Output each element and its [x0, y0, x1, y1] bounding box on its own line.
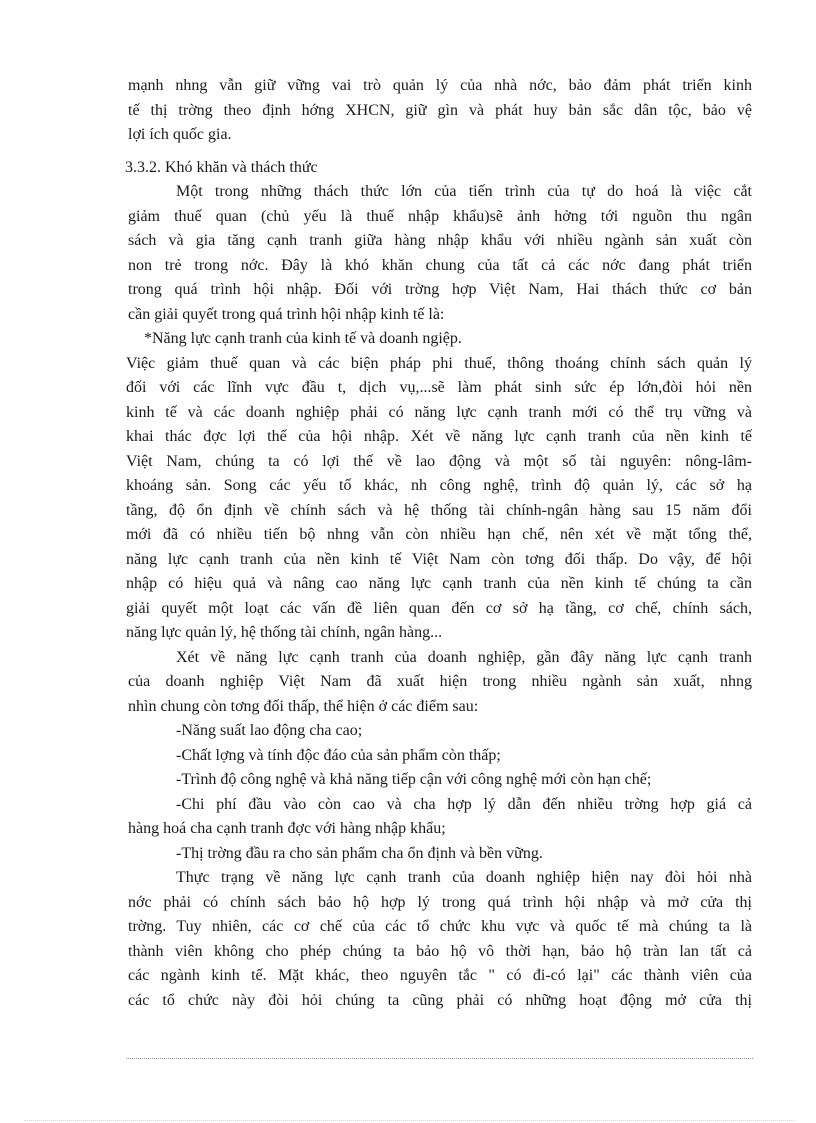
text-line: Thực trạng về năng lực cạnh tranh của doanh nghiệp hiện nay đòi hỏi nhà: [176, 869, 752, 886]
text-line: -Chi phí đầu vào còn cao và cha hợp lý dẫn đến nhiều trờng hợp giá cả: [176, 795, 752, 813]
section-heading: [125, 156, 752, 181]
paragraph: [128, 74, 752, 148]
text-line: các tổ chức này đòi hỏi chúng ta cũng phải có những hoạt động mở cửa thị: [128, 991, 752, 1009]
text-line: Xét về năng lực cạnh tranh của doanh nghiệp, gần đây năng lực cạnh tranh: [176, 648, 752, 666]
paragraph: [128, 352, 752, 646]
text-line: năng lực quản lý, hệ thống tài chính, ngân hàng...: [126, 624, 443, 641]
text-line: 3.3.2. Khó khăn và thách thức: [125, 158, 318, 176]
text-line: Việt Nam, chúng ta có lợi thế về lao động và một số tài nguyên: nông-lâm-: [126, 452, 752, 470]
text-line: trong quá trình hội nhập. Đối với trờng hợp Việt Nam, Hai thách thức cơ bản: [128, 281, 752, 298]
text-line: trờng. Tuy nhiên, các cơ chế của các tổ chức khu vực và quốc tế mà chúng ta là: [128, 918, 752, 935]
text-line: -Thị trờng đầu ra cho sản phẩm cha ổn định và bền vững.: [176, 844, 543, 862]
paragraph: [128, 180, 752, 327]
text-line: khai thác đợc lợi thế của hội nhập. Xét về năng lực cạnh tranh của nền kinh tế: [126, 428, 752, 445]
text-line: Một trong những thách thức lớn của tiến trình của tự do hoá là việc cắt: [176, 183, 752, 200]
text-line: Việc giảm thuế quan và các biện pháp phi thuế, thông thoáng chính sách quản lý: [126, 354, 752, 372]
text-line: kinh tế và các doanh nghiệp phải có năng lực cạnh tranh mới có thể trụ vững và: [126, 403, 752, 421]
text-line: *Năng lực cạnh tranh của kinh tế và doanh ngiệp.: [144, 330, 462, 347]
paragraph: [128, 646, 752, 720]
text-line: mới đã có nhiều tiến bộ nhng vẫn còn nhiều hạn chế, nên xét về mặt tổng thể,: [126, 526, 752, 543]
text-line: nhập có hiệu quả và nâng cao năng lực cạnh tranh của nền kinh tế chúng ta cần: [126, 575, 752, 592]
text-line: mạnh nhng vẫn giữ vững vai trò quản lý của nhà nớc, bảo đảm phát triển kinh: [128, 77, 752, 94]
text-line: giảm thuế quan (chủ yếu là thuế nhập khẩu)sẽ ảnh hởng tới nguồn thu ngân: [128, 207, 752, 225]
page-bottom-divider: [24, 1120, 794, 1121]
paragraph: [128, 719, 752, 744]
text-line: cần giải quyết trong quá trình hội nhập kinh tế là:: [128, 305, 445, 323]
text-line: nhìn chung còn tơng đối thấp, thể hiện ở các điểm sau:: [128, 697, 479, 715]
text-line: sách và gia tăng cạnh tranh giữa hàng nhập khẩu với nhiều ngành sản xuất còn: [128, 232, 752, 249]
text-line: các ngành kinh tế. Mặt khác, theo nguyên tắc " có đi-có lại" các thành viên của: [128, 967, 752, 984]
text-line: hàng hoá cha cạnh tranh đợc với hàng nhập khẩu;: [128, 820, 446, 837]
text-line: thành viên không cho phép chúng ta bảo hộ vô thời hạn, bảo hộ tràn lan tất cả: [128, 942, 752, 960]
text-line: của doanh nghiệp Việt Nam đã xuất hiện trong nhiều ngành sản xuất, nhng: [128, 673, 752, 690]
document-body: [125, 74, 752, 1013]
text-line: năng lực cạnh tranh của nền kinh tế Việt Nam còn tơng đối thấp. Do vậy, để hội: [126, 550, 752, 568]
text-line: khoáng sản. Song các yếu tố khác, nh công nghệ, trình độ quản lý, các sở hạ: [126, 477, 752, 494]
footer-divider: [126, 1058, 753, 1059]
text-line: lợi ích quốc gia.: [128, 126, 232, 143]
text-line: đối với các lĩnh vực đầu t, dịch vụ,...sẽ làm phát sinh sức ép lớn,đòi hỏi nền: [126, 379, 752, 396]
text-line: tế thị trờng theo định hớng XHCN, giữ gìn và phát huy bản sắc dân tộc, bảo vệ: [128, 101, 752, 119]
paragraph: [128, 793, 752, 842]
text-line: nớc phải có chính sách bảo hộ hợp lý trong quá trình hội nhập và mở cửa thị: [128, 893, 752, 911]
text-line: tầng, độ ổn định về chính sách và hệ thống tài chính-ngân hàng sau 15 năm đổi: [126, 501, 752, 519]
paragraph: [128, 842, 752, 867]
text-line: giải quyết một loạt các vấn đề liên quan đến cơ sở hạ tầng, cơ chế, chính sách,: [126, 599, 752, 617]
paragraph: [128, 768, 752, 793]
text-line: -Chất lợng và tính độc đáo của sản phẩm còn thấp;: [176, 746, 501, 764]
text-line: non trẻ trong nớc. Đây là khó khăn chung của tất cả các nớc đang phát triển: [128, 256, 752, 274]
text-line: -Năng suất lao động cha cao;: [176, 722, 363, 739]
paragraph: [128, 866, 752, 1013]
text-line: -Trình độ công nghệ và khả năng tiếp cận với công nghệ mới còn hạn chế;: [176, 771, 652, 788]
paragraph: [128, 327, 752, 352]
paragraph: [128, 744, 752, 769]
